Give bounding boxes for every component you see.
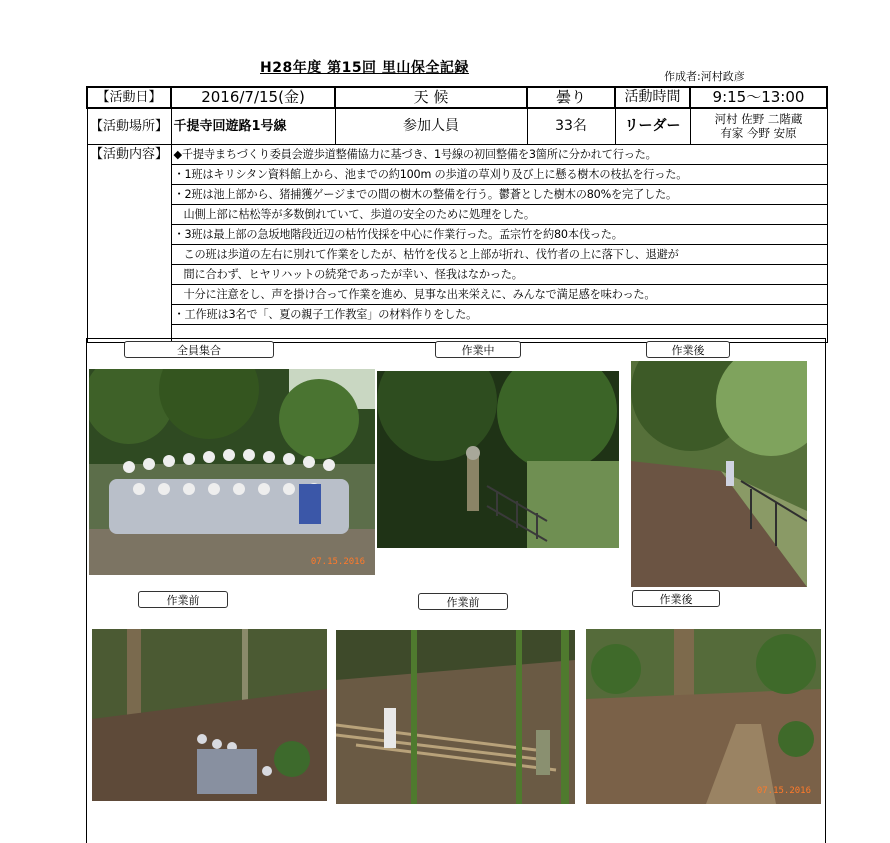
weather-value: 曇り [527,87,615,108]
date-stamp: 07.15.2016 [310,557,365,567]
content-line: この班は歩道の左右に別れて作業をしたが、枯竹を伐ると上部が折れ、伐竹者の上に落下し、退避が [171,244,827,264]
photo-caption-after: 作業後 [632,590,720,607]
photo-caption-after: 作業後 [646,341,730,358]
content-line: 十分に注意をし、声を掛け合って作業を進め、見事な出来栄えに、みんなで満足感を味わった。 [171,284,827,304]
content-line: 間に合わず、ヒヤリハットの続発であったが幸い、怪我はなかった。 [171,264,827,284]
content-line: ・3班は最上部の急坂地階段近辺の枯竹伐採を中心に作業行った。孟宗竹を約80本伐った。 [171,224,827,244]
working-photo [377,371,619,548]
leader-names [690,108,827,144]
content-line: 山側上部に枯松等が多数倒れていて、歩道の安全のために処理をした。 [171,204,827,224]
group-photo [89,369,375,575]
activity-time: 9:15～13:00 [690,87,827,108]
photo-caption-assembly: 全員集合 [124,341,274,358]
leader-names-line1: 河村 佐野 二階蔵 [714,112,803,127]
time-label: 活動時間 [615,87,690,108]
after-photo [631,361,807,587]
content-line: ・2班は池上部から、猪捕獲ゲージまでの間の樹木の整備を行う。鬱蒼とした樹木の80%を完了した。 [171,184,827,204]
before-photo-1 [92,629,327,801]
before-photo-2 [336,630,575,804]
content-line: ・工作班は3名で「、夏の親子工作教室」の材料作りをした。 [171,304,827,324]
content-line: ・1班はキリシタン資料館上から、池までの約100m の歩道の草刈り及び上に懸る樹木の枝払を行った。 [171,164,827,184]
date-label: 【活動日】 [87,87,171,108]
activity-place: 千提寺回遊路1号線 [171,108,335,144]
activity-table [86,86,828,343]
after-photo-2 [586,629,821,804]
page-title: H28年度 第15回 里山保全記録 [260,60,469,76]
participants-label: 参加人員 [335,108,527,144]
date-stamp: 07.15.2016 [756,786,811,796]
author: 作成者:河村政彦 [664,70,745,83]
content-label: 【活動内容】 [87,144,171,342]
content-line: ◆千提寺まちづくり委員会遊歩道整備協力に基づき、1号線の初回整備を3箇所に分かれて行った。 [171,144,827,164]
activity-date: 2016/7/15(金) [171,87,335,108]
participants-count: 33名 [527,108,615,144]
leader-label: リーダー [615,108,690,144]
weather-label: 天 候 [335,87,527,108]
photo-caption-before: 作業前 [418,593,508,610]
photo-caption-working: 作業中 [435,341,521,358]
photo-caption-before: 作業前 [138,591,228,608]
place-label: 【活動場所】 [87,108,171,144]
leader-names-line2: 有家 今野 安原 [720,126,797,141]
